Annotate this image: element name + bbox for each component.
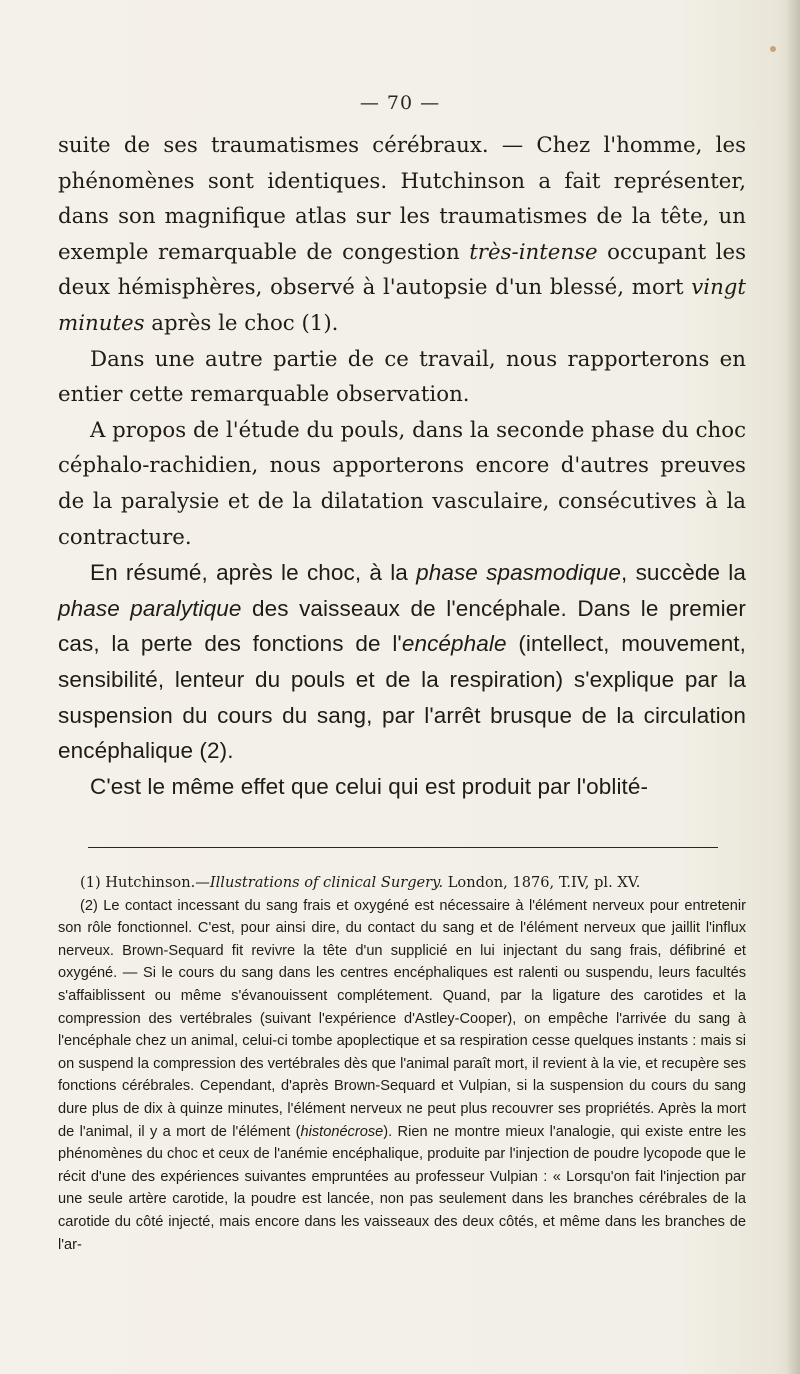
fn2-italic: histonécrose (300, 1123, 384, 1140)
p1-italic-1: très-intense (469, 239, 598, 265)
footnotes (58, 872, 746, 1256)
fn1-text-a: (1) Hutchinson.— (80, 874, 210, 891)
page-edge-shadow (786, 0, 800, 1374)
fn2-text-b: ). Rien ne montre mieux l'analogie, qui existe entre les phénomènes du choc et ceux de l'anémie encéphalique, produite par l'injection de poudre lycopode que le récit d'une des expériences suivantes empruntées au professeur Vulpian : « Lorsqu'on fait l'injection par une seule artère carotide, la poudre est lancée, non pas seulement dans les branches cérébrales de la carotide du côté injecté, mais encore dans les vaisseaux des deux côtés, et même dans les branches de l'ar- (58, 1123, 746, 1253)
p1-text-a: suite de ses traumatismes cérébraux. — Chez l'homme, les phénomènes sont identiques. Hutchinson a fait représenter, dans son magnifique atlas sur les traumatismes de la tête, un exemple remarquable de congestion (58, 133, 746, 265)
fn1-italic: Illustrations of clinical Surgery. (209, 874, 444, 891)
p4-text-c: des vaisseaux de l'encéphale. Dans le premier cas, la perte des fonctions de l' (58, 595, 746, 657)
p1-italic-2: vingt minutes (58, 275, 746, 336)
page-number: — 70 — (359, 92, 441, 114)
paragraph-5: C'est le même effet que celui qui est produit par l'oblité- (90, 773, 649, 799)
p4-italic-1: phase spasmodique (416, 560, 622, 586)
p1-text-b: occupant les deux hémisphères, observé à l'autopsie d'un blessé, mort (58, 239, 747, 301)
fn2-text-a: (2) Le contact incessant du sang frais et oxygéné est nécessaire à l'élément nerveux pour entretenir son rôle fonctionnel. C'est, pour ainsi dire, du contact du sang et de l'élément nerveux que jaillit l'influx nerveux. Brown-Sequard fit revivre la tête d'un supplicié en lui injectant du sang frais, défibriné et oxygéné. — Si le cours du sang dans les centres encéphaliques est ralenti ou suspendu, leurs facultés s'affaiblissent ou même s'évanouissent complétement. Quand, par la ligature des carotides et la compression des vertébrales (suivant l'expérience d'Astley-Cooper), on empêche l'arrivée du sang à l'encéphale chez un animal, celui-ci tombe apoplectique et sa respiration cesse quelques instants : mais si on suspend la compression des vertébrales dès que l'animal paraît mort, il revient à la vie, et recupère ses fonctions cérébrales. Cependant, d'après Brown-Sequard et Vulpian, si la suspension du cours du sang dure plus de dix à quinze minutes, l'élément nerveux ne peut plus recouvrer ses propriétés. Après la mort de l'animal, il y a mort de l'élément ( (58, 897, 746, 1140)
footnote-1 (58, 872, 746, 895)
paragraph-2: Dans une autre partie de ce travail, nous rapporterons en entier cette remarquable observation. (58, 346, 746, 408)
fn1-text-b: London, 1876, T.IV, pl. XV. (443, 874, 641, 891)
p4-text-b: , succède la (621, 560, 746, 586)
paper-spot (770, 46, 776, 52)
p4-italic-3: encéphale (401, 631, 507, 657)
p1-text-c: après le choc (1). (144, 310, 339, 336)
p4-text-d: (intellect, mouvement, sensibilité, lenteur du pouls et de la respiration) s'explique par la suspension du cours du sang, par l'arrêt brusque de la circulation encéphalique (2). (58, 631, 747, 764)
paragraph-1 (58, 128, 746, 342)
p4-italic-2: phase paralytique (58, 595, 242, 621)
p4-text-a: En résumé, après le choc, à la (90, 560, 417, 586)
footnote-separator (88, 847, 718, 848)
paragraph-4 (58, 555, 746, 769)
main-text (58, 128, 746, 804)
footnote-2 (58, 895, 746, 1257)
paragraph-3: A propos de l'étude du pouls, dans la seconde phase du choc céphalo-rachidien, nous apporterons encore d'autres preuves de la paralysie et de la dilatation vasculaire, consécutives à la contracture. (58, 417, 746, 550)
